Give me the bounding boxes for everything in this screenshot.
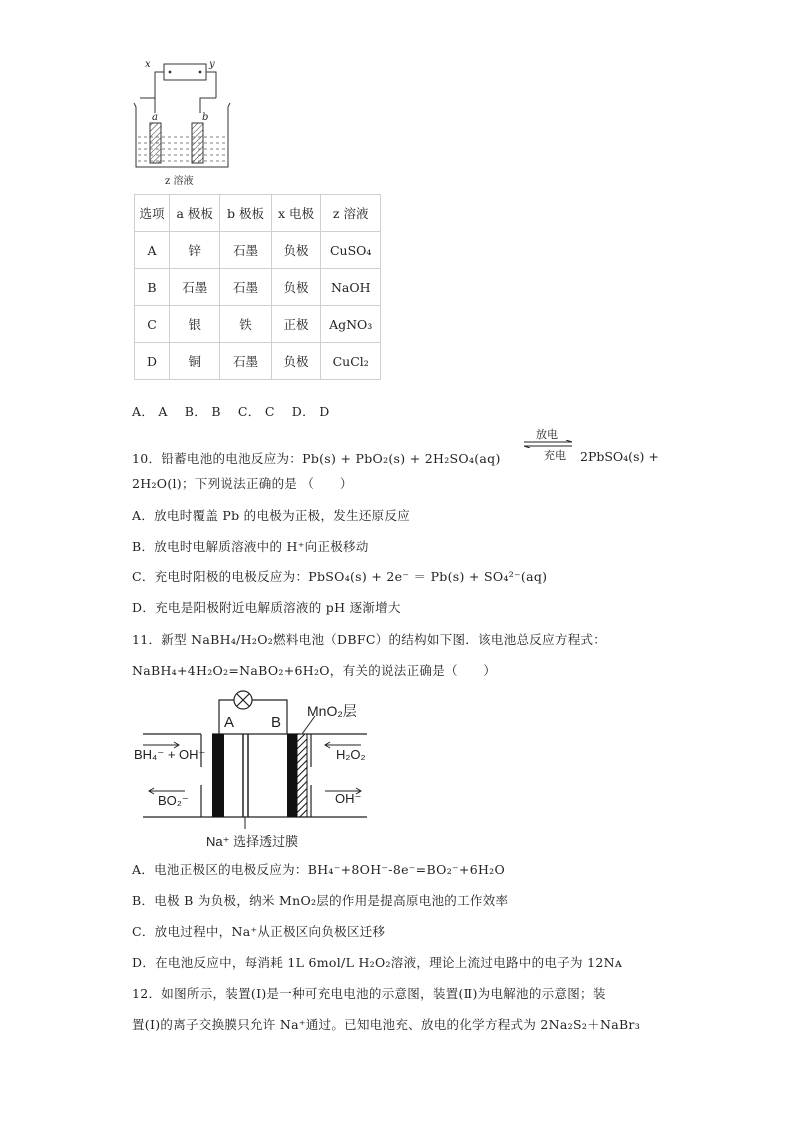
- table-cell: AgNO₃: [321, 306, 381, 343]
- q9-answer-choices: A． A B． B C． C D． D: [132, 404, 330, 419]
- table-cell: 石墨: [170, 269, 220, 306]
- fig-label-membrane: Na⁺ 选择透过膜: [206, 834, 299, 849]
- table-header: a 极板: [170, 195, 220, 232]
- electrode-B: [287, 734, 297, 817]
- table-header-row: [135, 195, 381, 232]
- table-cell: 石墨: [220, 232, 271, 269]
- fig-label-mno2: MnO₂层: [307, 703, 357, 719]
- table-cell: CuCl₂: [321, 343, 381, 380]
- table-header: z 溶液: [321, 195, 381, 232]
- table-row: [135, 232, 381, 269]
- electrode-a: [150, 123, 161, 163]
- table-row: [135, 269, 381, 306]
- q11-option-a: A．电池正极区的电极反应为：BH₄⁻+8OH⁻-8e⁻=BO₂⁻+6H₂O: [132, 862, 506, 877]
- table-cell: NaOH: [321, 269, 381, 306]
- label-a: a: [152, 112, 158, 123]
- electrolysis-cell-figure: [130, 55, 240, 190]
- table-cell: D: [135, 343, 170, 380]
- table-cell: 锌: [170, 232, 220, 269]
- figure-caption: z 溶液: [165, 176, 194, 187]
- electrode-b: [192, 123, 203, 163]
- q12-line2: 置(Ⅰ)的离子交换膜只允许 Na⁺通过。已知电池充、放电的化学方程式为 2Na₂S₂＋NaBr₃: [132, 1017, 641, 1032]
- table-cell: 负极: [271, 232, 321, 269]
- arrow-discharge-label: 放电: [536, 428, 558, 441]
- table-row: [135, 343, 381, 380]
- table-cell: 石墨: [220, 269, 271, 306]
- fig-label-B: B: [271, 714, 282, 731]
- fig-label-A: A: [224, 714, 235, 731]
- fig-label-oh: OH⁻: [335, 791, 362, 806]
- options-table: [134, 194, 381, 380]
- table-cell: A: [135, 232, 170, 269]
- q10-stem-part1: 10．铅蓄电池的电池反应为：Pb(s) + PbO₂(s) + 2H₂SO₄(aq): [132, 451, 501, 466]
- table-cell: C: [135, 306, 170, 343]
- table-header: x 电极: [271, 195, 321, 232]
- q11-option-b: B．电极 B 为负极，纳米 MnO₂层的作用是提高原电池的工作效率: [132, 893, 509, 908]
- label-y: y: [209, 59, 215, 70]
- label-b: b: [202, 112, 209, 123]
- q11-option-d: D．在电池反应中，每消耗 1L 6mol/L H₂O₂溶液，理论上流过电路中的电子为 12Nᴀ: [132, 955, 623, 970]
- table-header: 选项: [135, 195, 170, 232]
- fig-label-bh4: BH₄⁻ + OH⁻: [134, 747, 206, 762]
- reversible-arrow: [522, 426, 574, 464]
- table-cell: 石墨: [220, 343, 271, 380]
- arrow-charge-label: 充电: [544, 449, 566, 462]
- fig-label-h2o2: H₂O₂: [336, 747, 366, 762]
- table-cell: 铜: [170, 343, 220, 380]
- q10-option-b: B．放电时电解质溶液中的 H⁺向正极移动: [132, 539, 369, 554]
- table-header: b 极板: [220, 195, 271, 232]
- q10-option-d: D．充电是阳极附近电解质溶液的 pH 逐渐增大: [132, 600, 401, 615]
- q11-option-c: C．放电过程中，Na⁺从正极区向负极区迁移: [132, 924, 386, 939]
- q11-stem-line1: 11．新型 NaBH₄/H₂O₂燃料电池（DBFC）的结构如下图．该电池总反应方程式：: [132, 632, 607, 647]
- q10-option-c: C．充电时阳极的电极反应为：PbSO₄(s) + 2e⁻ ＝ Pb(s) + SO₄²⁻(aq): [132, 569, 548, 584]
- table-cell: 铁: [220, 306, 271, 343]
- table-cell: 负极: [271, 269, 321, 306]
- electrode-A: [212, 734, 224, 817]
- q10-stem-line2: 2H₂O(l)；下列说法正确的是 （ ）: [132, 476, 353, 491]
- table-cell: 正极: [271, 306, 321, 343]
- table-cell: CuSO₄: [321, 232, 381, 269]
- q10-stem-part2: 2PbSO₄(s) +: [580, 449, 659, 464]
- table-cell: 负极: [271, 343, 321, 380]
- table-row: [135, 306, 381, 343]
- q11-stem-line2: NaBH₄+4H₂O₂=NaBO₂+6H₂O，有关的说法正确是（ ）: [132, 663, 497, 678]
- table-cell: B: [135, 269, 170, 306]
- q10-option-a: A．放电时覆盖 Pb 的电极为正极，发生还原反应: [132, 508, 411, 523]
- table-cell: 银: [170, 306, 220, 343]
- mno2-layer: [297, 734, 307, 817]
- fig-label-bo2: BO₂⁻: [158, 793, 189, 808]
- q12-line1: 12．如图所示，装置(Ⅰ)是一种可充电电池的示意图，装置(Ⅱ)为电解池的示意图；装: [132, 986, 606, 1001]
- label-x: x: [145, 59, 151, 70]
